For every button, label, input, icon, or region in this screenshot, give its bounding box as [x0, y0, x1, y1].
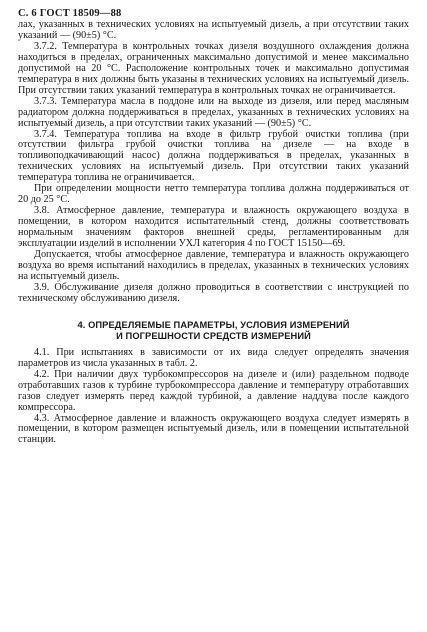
paragraph-4-3: 4.3. Атмосферное давление и влажность окружающего воздуха следует измерять в помещении, в котором размещен испытуемый дизель, или в помещении испытательной станции.: [18, 412, 409, 446]
document-body: [18, 20, 409, 446]
paragraph-4-2: 4.2. При наличии двух турбокомпрессоров на дизеле и (или) раздельном подводе отработавших газов к турбине турбокомпрессора давление и температуру отработавших газов следует измерять перед каждой турбиной, а давление наддува после каждого компрессора.: [18, 368, 409, 413]
section-4-title-line-1: 4. ОПРЕДЕЛЯЕМЫЕ ПАРАМЕТРЫ, УСЛОВИЯ ИЗМЕРЕНИЙ: [77, 319, 350, 330]
section-4-title-line-2: И ПОГРЕШНОСТИ СРЕДСТВ ИЗМЕРЕНИЙ: [116, 330, 311, 341]
paragraph-3-7-3: 3.7.3. Температура масла в поддоне или на выходе из дизеля, или перед масляным радиатором должна поддерживаться в пределах, указанных в технических условиях на испытуемый дизель, а при отсутствии таких указаний — (90±5) °С.: [18, 95, 409, 129]
paragraph-3-8: 3.8. Атмосферное давление, температура и влажность окружающего воздуха в помещении, в котором находится испытательный стенд, должны соответствовать нормальным значениям факторов внешней среды, регламентированным для эксплуатации изделий в исполнении УХЛ категория 4 по ГОСТ 15150—69.: [18, 205, 409, 250]
paragraph-3-9: 3.9. Обслуживание дизеля должно проводиться в соответствии с инструкцией по техническому обслуживанию дизеля.: [18, 281, 409, 304]
paragraph-tolerance: Допускается, чтобы атмосферное давление, температура и влажность окружающего воздуха во время испытаний находились в пределах, указанных в технических условиях на испытуемый дизель.: [18, 249, 409, 282]
paragraph-4-1: 4.1. При испытаниях в зависимости от их вида следует определять значения параметров из числа указанных в табл. 2.: [18, 346, 409, 369]
paragraph-continuation: лах, указанных в технических условиях на испытуемый дизель, а при отсутствии таких указаний — (90±5) °С.: [18, 19, 409, 41]
paragraph-net-power-fuel: При определении мощности нетто температура топлива должна поддерживаться от 20 до 25 °С.: [18, 183, 409, 206]
section-4-title: [18, 320, 409, 342]
paragraph-3-7-2: 3.7.2. Температура в контрольных точках дизеля воздушного охлаждения должна находиться в пределах, ограниченных максимально допустимой и менее максимально допустимой на 20 °С. Расположение контрольных точек и максимально допустимая температура в них должны быть указаны в технических условиях на испытуемый дизель. При отсутствии таких указаний температура в контрольных точках не ограничивается.: [18, 40, 409, 96]
paragraph-3-7-4: 3.7.4. Температура топлива на входе в фильтр грубой очистки топлива (при отсутствии фильтра грубой очистки топлива на дизеле — на входе в топливоподкачивающий насос) должна поддерживаться в пределах, указанных в технических условиях на испытуемый дизель. При отсутствии таких указаний температура топлива не ограничивается.: [18, 128, 409, 184]
page-header: С. 6 ГОСТ 18509—88: [18, 8, 122, 19]
